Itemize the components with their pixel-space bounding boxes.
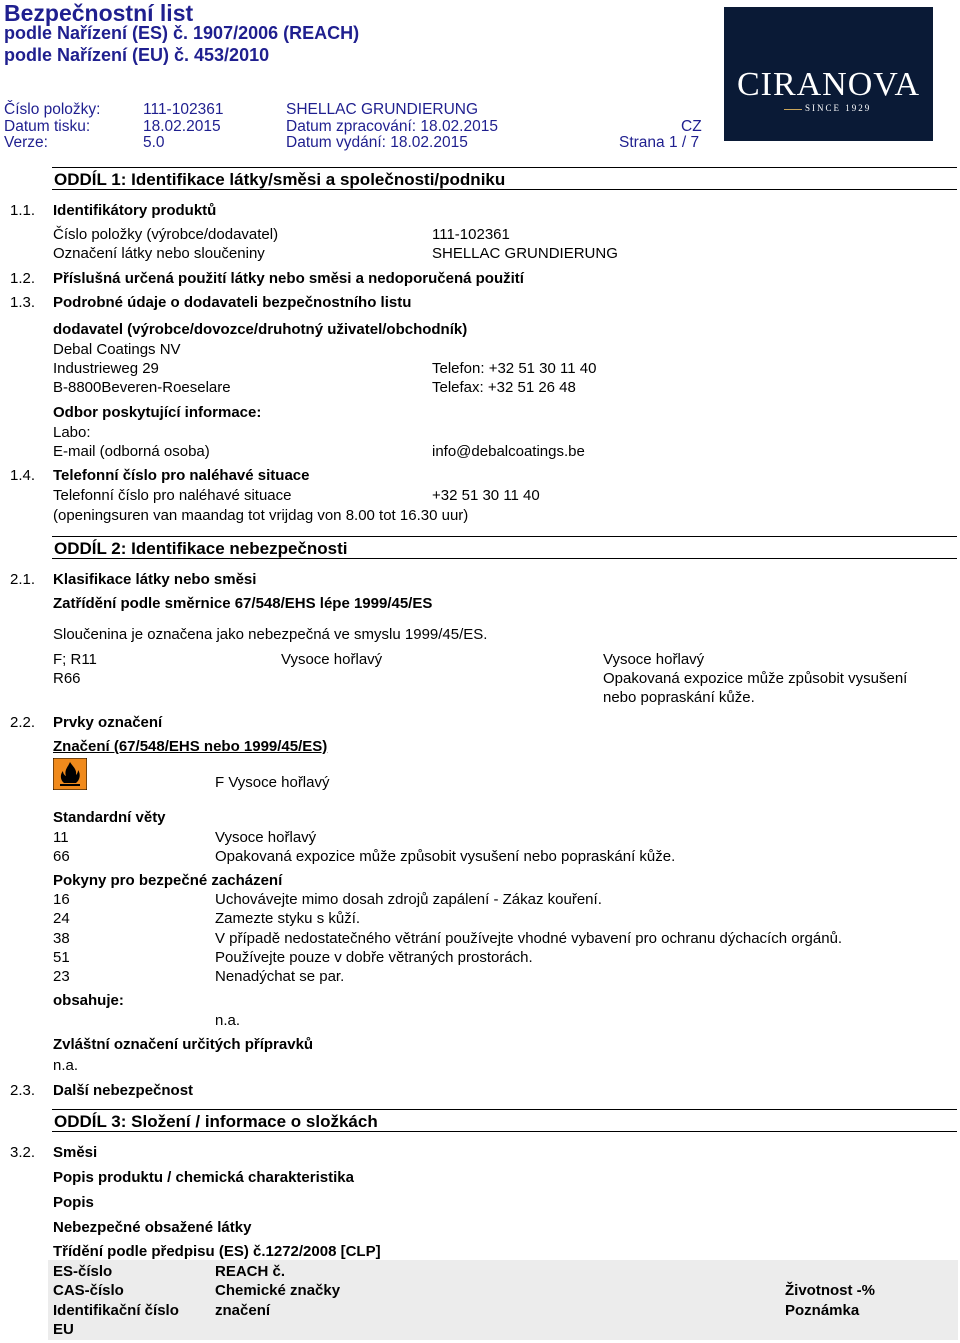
subsection-title: Podrobné údaje o dodavateli bezpečnostního listu xyxy=(53,294,412,311)
section-number: 2.3. xyxy=(10,1082,36,1099)
subsection-title: Směsi xyxy=(53,1144,98,1161)
section-2-heading: ODDÍL 2: Identifikace nebezpečnosti xyxy=(52,536,957,559)
section-3-heading: ODDÍL 3: Složení / informace o složkách xyxy=(52,1109,957,1132)
item-number-label: Číslo položky: xyxy=(4,101,101,118)
field-label: Číslo položky (výrobce/dodavatel) xyxy=(53,226,279,243)
section-1-heading: ODDÍL 1: Identifikace látky/směsi a společnosti/podniku xyxy=(52,167,957,190)
country-code: CZ xyxy=(681,118,702,135)
safety-code: 38 xyxy=(53,930,70,947)
section-number: 3.2. xyxy=(10,1144,36,1161)
page-number: Strana 1 / 7 xyxy=(619,134,700,151)
emergency-phone: +32 51 30 11 40 xyxy=(432,487,540,504)
phone: Telefon: +32 51 30 11 40 xyxy=(432,360,597,377)
risk-phrases-heading: Standardní věty xyxy=(53,809,166,826)
safety-code: 16 xyxy=(53,891,70,908)
class-text: nebo popraskání kůže. xyxy=(603,689,755,706)
table-column-header: značení xyxy=(215,1302,271,1319)
safety-code: 24 xyxy=(53,910,70,927)
safety-text: V případě nedostatečného větrání používejte vhodné vybavení pro ochranu dýchacích orgánů. xyxy=(215,930,843,947)
subsection-title: Další nebezpečnost xyxy=(53,1082,194,1099)
version-label: Verze: xyxy=(4,134,48,151)
product-name: SHELLAC GRUNDIERUNG xyxy=(286,101,479,118)
subsection-title: Příslušná určená použití látky nebo směsi a nedoporučená použití xyxy=(53,270,524,287)
table-column-header: EU xyxy=(53,1321,74,1338)
supplier-heading: dodavatel (výrobce/dovozce/druhotný uživatel/obchodník) xyxy=(53,321,468,338)
subsection-title: Telefonní číslo pro naléhavé situace xyxy=(53,467,310,484)
safety-text: Zamezte styku s kůží. xyxy=(215,910,361,927)
table-column-header: Chemické značky xyxy=(215,1282,341,1299)
regulation-line-2: podle Nařízení (EU) č. 453/2010 xyxy=(4,45,270,65)
print-date-label: Datum tisku: xyxy=(4,118,91,135)
field-value: 111-102361 xyxy=(432,226,510,243)
emergency-label: Telefonní číslo pro naléhavé situace xyxy=(53,487,292,504)
section-number: 1.2. xyxy=(10,270,36,287)
class-text: Vysoce hořlavý xyxy=(281,651,383,668)
section-number: 1.3. xyxy=(10,294,36,311)
field-label: Označení látky nebo sloučeniny xyxy=(53,245,265,262)
risk-text: Vysoce hořlavý xyxy=(215,829,317,846)
contains-value: n.a. xyxy=(215,1012,241,1029)
subsection-title: Identifikátory produktů xyxy=(53,202,217,219)
contains-heading: obsahuje: xyxy=(53,992,124,1009)
section-number: 2.1. xyxy=(10,571,36,588)
product-description-heading: Popis produktu / chemická charakteristika xyxy=(53,1169,354,1186)
company-name: Debal Coatings NV xyxy=(53,341,181,358)
regulation-line-1: podle Nařízení (ES) č. 1907/2006 (REACH) xyxy=(4,23,360,43)
class-code: F; R11 xyxy=(53,651,97,668)
labo-label: Labo: xyxy=(53,424,91,441)
street: Industrieweg 29 xyxy=(53,360,159,377)
class-text: Opakovaná expozice může způsobit vysušení xyxy=(603,670,908,687)
issued-date: Datum vydání: 18.02.2015 xyxy=(286,134,468,151)
table-column-header: Poznámka xyxy=(785,1302,860,1319)
safety-phrases-heading: Pokyny pro bezpečné zacházení xyxy=(53,872,283,889)
safety-text: Uchovávejte mimo dosah zdrojů zapálení - Zákaz kouření. xyxy=(215,891,602,908)
email-label: E-mail (odborná osoba) xyxy=(53,443,210,460)
risk-code: 11 xyxy=(53,829,69,846)
composition-table-header xyxy=(48,1260,958,1340)
city: B-8800Beveren-Roeselare xyxy=(53,379,231,396)
logo-wordmark: CIRANOVA xyxy=(736,66,921,103)
risk-text: Opakovaná expozice může způsobit vysušení nebo popraskání kůže. xyxy=(215,848,676,865)
description-label: Popis xyxy=(53,1194,94,1211)
item-number-value: 111-102361 xyxy=(143,101,224,118)
print-date-value: 18.02.2015 xyxy=(143,118,221,135)
table-column-header: Životnost -% xyxy=(785,1282,875,1299)
logo-since: SINCE 1929 xyxy=(802,103,874,113)
special-labeling-value: n.a. xyxy=(53,1057,79,1074)
risk-code: 66 xyxy=(53,848,70,865)
safety-code: 23 xyxy=(53,968,70,985)
email-link[interactable]: info@debalcoatings.be xyxy=(432,443,585,460)
subsection-title: Klasifikace látky nebo směsi xyxy=(53,571,257,588)
safety-text: Používejte pouze v dobře větraných prostorách. xyxy=(215,949,533,966)
flame-icon xyxy=(53,758,87,790)
subsection-title: Prvky označení xyxy=(53,714,163,731)
table-column-header: REACH č. xyxy=(215,1263,286,1280)
table-column-header: ES-číslo xyxy=(53,1263,113,1280)
pictogram-label: F Vysoce hořlavý xyxy=(215,774,330,791)
labeling-heading: Značení (67/548/EHS nebo 1999/45/ES) xyxy=(53,738,328,755)
table-column-header: CAS-číslo xyxy=(53,1282,124,1299)
info-heading: Odbor poskytující informace: xyxy=(53,404,262,421)
safety-text: Nenadýchat se par. xyxy=(215,968,345,985)
opening-hours: (openingsuren van maandag tot vrijdag von 8.00 tot 16.30 uur) xyxy=(53,507,469,524)
classification-note: Sloučenina je označena jako nebezpečná ve smyslu 1999/45/ES. xyxy=(53,626,488,643)
special-labeling-heading: Zvláštní označení určitých přípravků xyxy=(53,1036,314,1053)
table-column-header: Identifikační číslo xyxy=(53,1302,179,1319)
processed-date: Datum zpracování: 18.02.2015 xyxy=(286,118,498,135)
class-text: Vysoce hořlavý xyxy=(603,651,705,668)
hazardous-substances-heading: Nebezpečné obsažené látky xyxy=(53,1219,252,1236)
version-value: 5.0 xyxy=(143,134,165,151)
class-code: R66 xyxy=(53,670,81,687)
section-number: 2.2. xyxy=(10,714,36,731)
section-number: 1.1. xyxy=(10,202,36,219)
company-logo xyxy=(724,7,933,141)
field-value: SHELLAC GRUNDIERUNG xyxy=(432,245,618,262)
safety-code: 51 xyxy=(53,949,70,966)
classification-heading: Zatřídění podle směrnice 67/548/EHS lépe 1999/45/ES xyxy=(53,595,433,612)
fax: Telefax: +32 51 26 48 xyxy=(432,379,576,396)
section-number: 1.4. xyxy=(10,467,36,484)
clp-heading: Třídění podle předpisu (ES) č.1272/2008 [CLP] xyxy=(53,1243,381,1260)
document-title: Bezpečnostní list xyxy=(4,0,194,26)
